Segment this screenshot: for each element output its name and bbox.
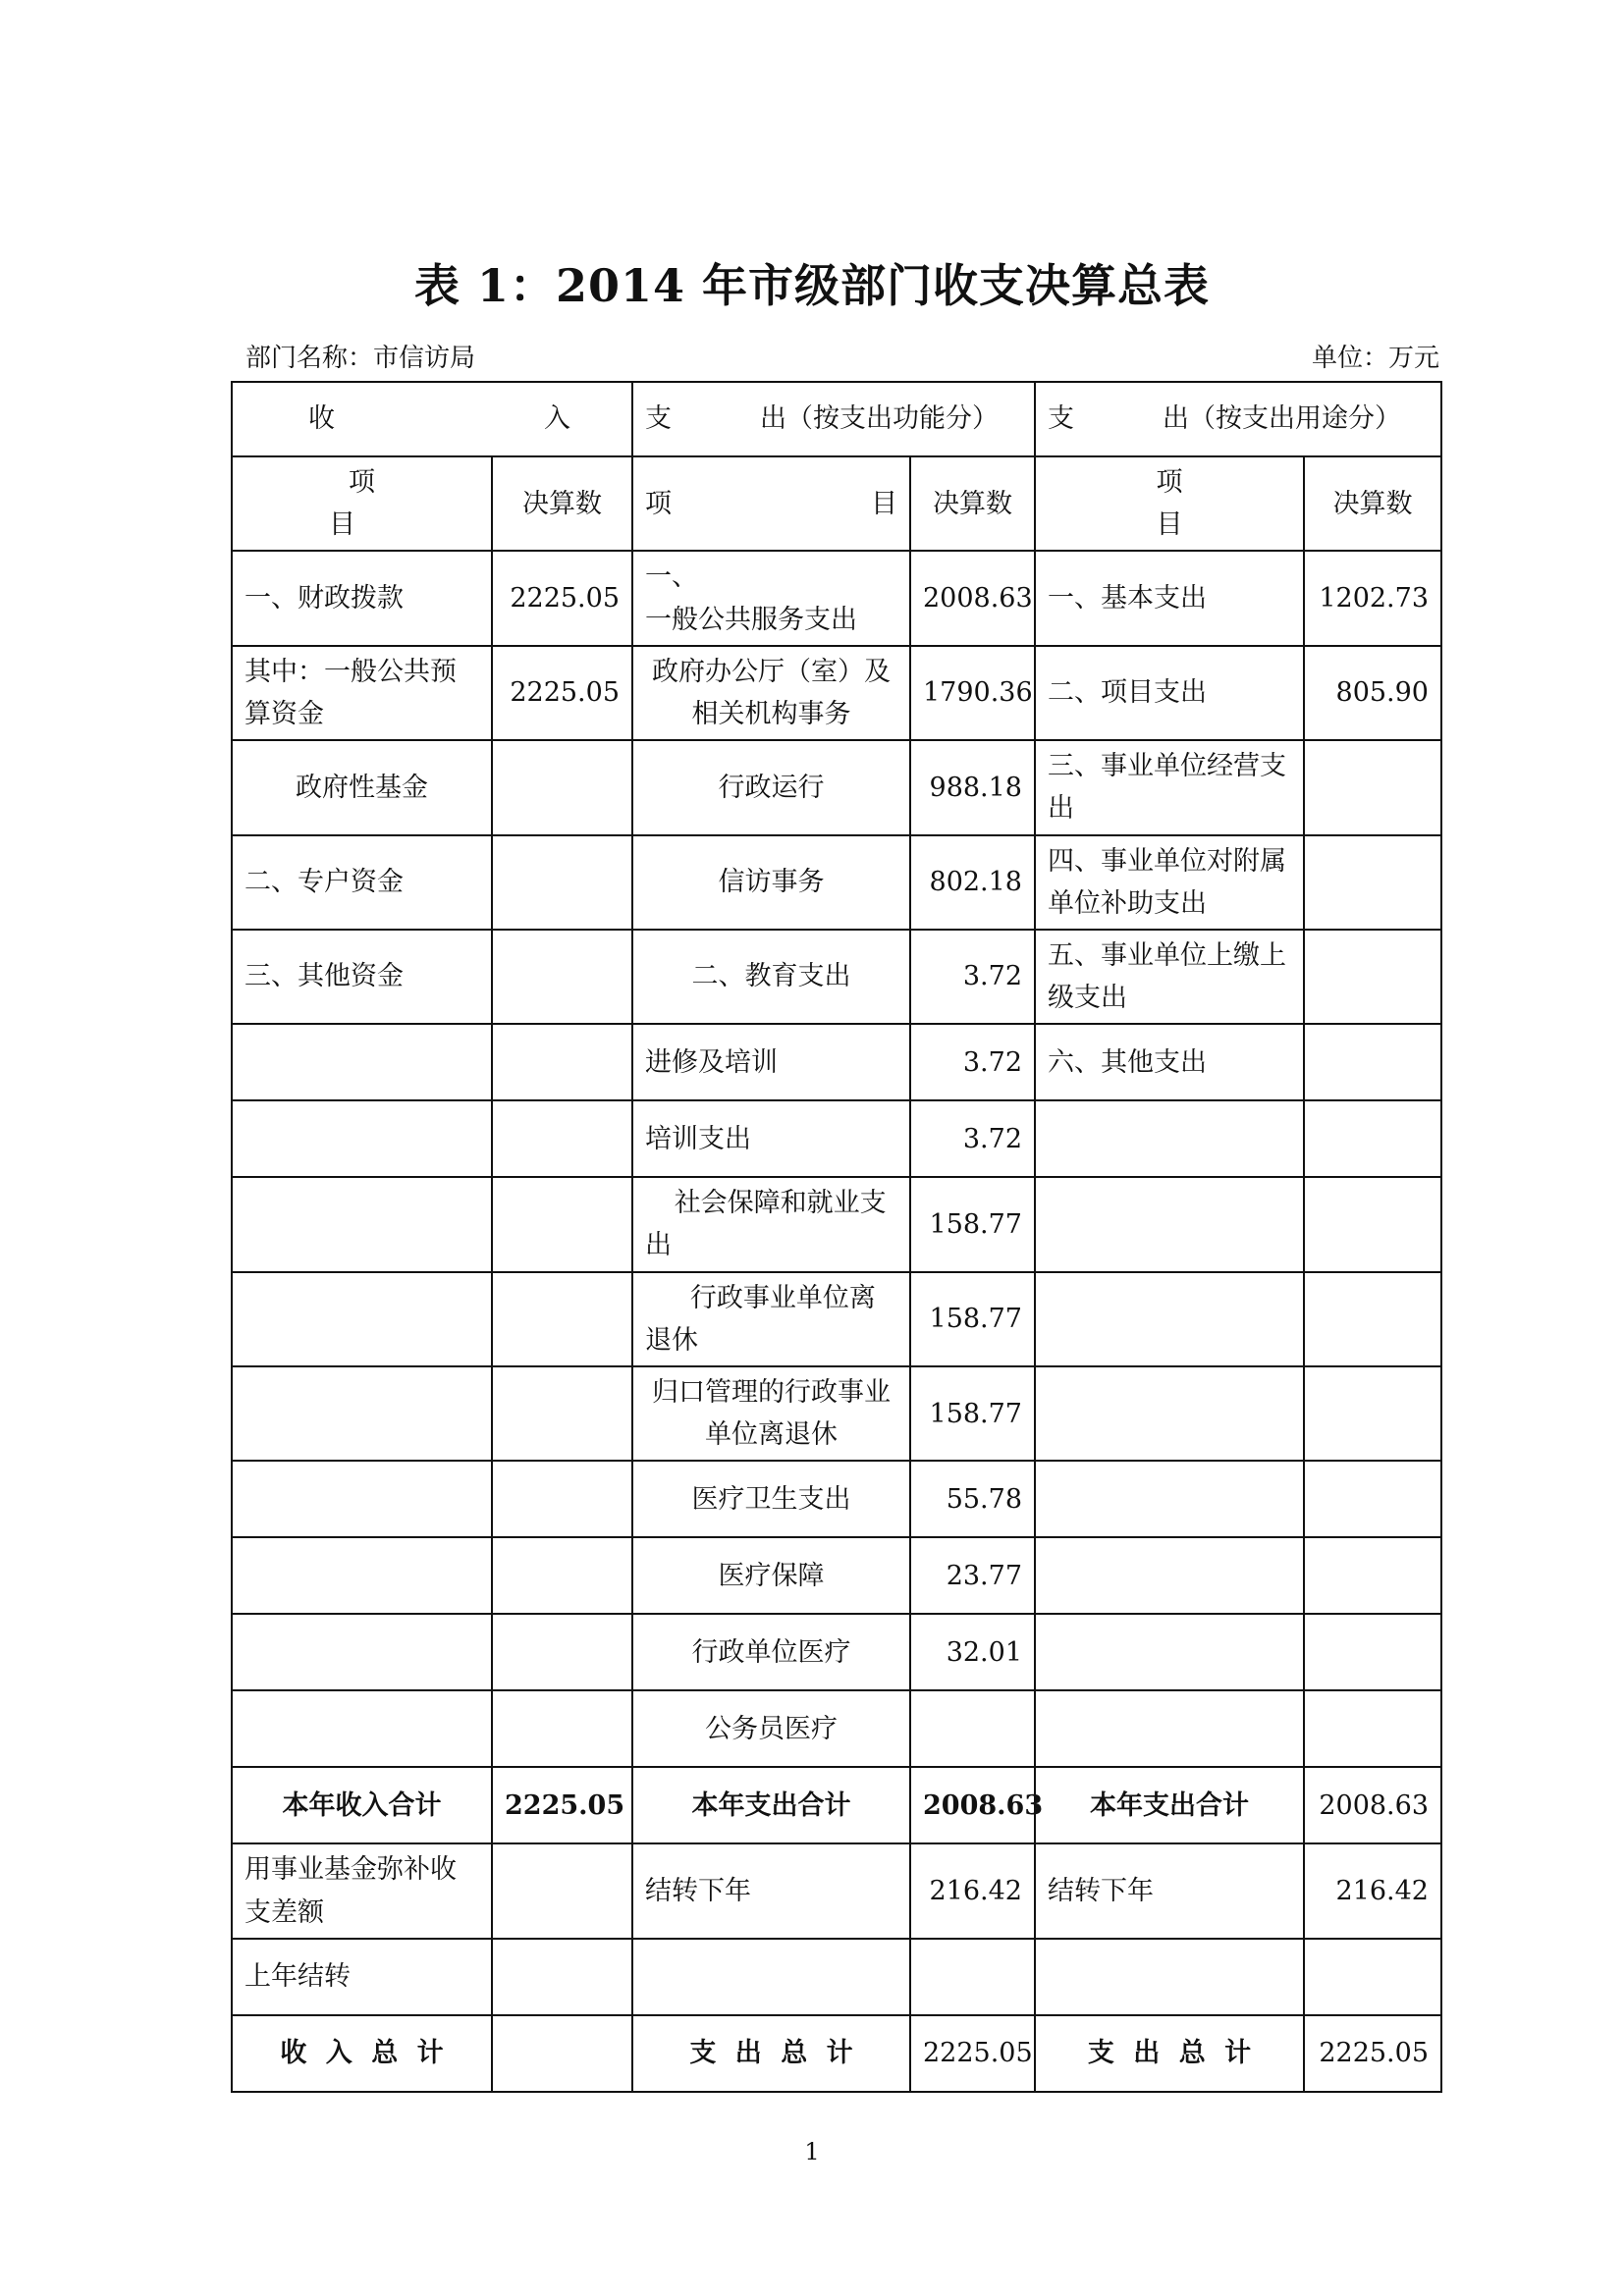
use-amount (1304, 1272, 1441, 1366)
func-amount: 2008.63 (910, 551, 1035, 645)
use-item (1035, 1690, 1304, 1767)
use-item (1035, 1614, 1304, 1690)
prev-use-label (1035, 1939, 1304, 2015)
func-item: 信访事务 (632, 835, 910, 930)
income-amount (492, 835, 632, 930)
income-item: 三、其他资金 (232, 930, 492, 1024)
func-item: 进修及培训 (632, 1024, 910, 1100)
income-amount (492, 1461, 632, 1537)
carry-income-label: 用事业基金弥补收支差额 (232, 1843, 492, 1938)
unit-label: 单位：万元 (1311, 344, 1439, 373)
use-amount (1304, 1690, 1441, 1767)
income-item (232, 1461, 492, 1537)
func-item: 一、 一般公共服务支出 (632, 551, 910, 645)
grand-use-amount: 2225.05 (1304, 2015, 1441, 2092)
use-amount: 805.90 (1304, 646, 1441, 740)
func-item: 政府办公厅（室）及相关机构事务 (632, 646, 910, 740)
use-item (1035, 1272, 1304, 1366)
func-total-label: 本年支出合计 (632, 1767, 910, 1843)
grand-income-label: 收 入 总 计 (232, 2015, 492, 2092)
income-amount (492, 1024, 632, 1100)
grand-func-amount: 2225.05 (910, 2015, 1035, 2092)
table-row (232, 1461, 1441, 1537)
table-row (232, 1272, 1441, 1366)
use-amount-header: 决算数 (1304, 456, 1441, 551)
use-amount (1304, 1614, 1441, 1690)
grand-func-label: 支 出 总 计 (632, 2015, 910, 2092)
table-row (232, 646, 1441, 740)
prev-income-label: 上年结转 (232, 1939, 492, 2015)
func-total-amount: 2008.63 (910, 1767, 1035, 1843)
grand-total-row (232, 2015, 1441, 2092)
table-row (232, 1537, 1441, 1614)
income-amount (492, 930, 632, 1024)
func-amount: 158.77 (910, 1272, 1035, 1366)
page-number: 1 (804, 2138, 820, 2165)
func-item: 社会保障和就业支出 (632, 1177, 910, 1271)
carry-use-amount: 216.42 (1304, 1843, 1441, 1938)
table-row (232, 1177, 1441, 1271)
income-amount: 2225.05 (492, 646, 632, 740)
department-name: 部门名称：市信访局 (245, 344, 476, 373)
income-item (232, 1366, 492, 1461)
use-item: 四、事业单位对附属单位补助支出 (1035, 835, 1304, 930)
prev-income-amount (492, 1939, 632, 2015)
income-amount (492, 1366, 632, 1461)
use-item (1035, 1366, 1304, 1461)
table-row (232, 1690, 1441, 1767)
income-amount (492, 1272, 632, 1366)
table-row (232, 1614, 1441, 1690)
income-item (232, 1100, 492, 1177)
income-item (232, 1690, 492, 1767)
func-amount: 32.01 (910, 1614, 1035, 1690)
carry-use-label: 结转下年 (1035, 1843, 1304, 1938)
income-item: 其中：一般公共预算资金 (232, 646, 492, 740)
func-item-header: 项 目 (632, 456, 910, 551)
table-row (232, 740, 1441, 834)
income-total-amount: 2225.05 (492, 1767, 632, 1843)
func-item: 医疗卫生支出 (632, 1461, 910, 1537)
func-amount: 3.72 (910, 930, 1035, 1024)
table-row (232, 835, 1441, 930)
prev-use-amount (1304, 1939, 1441, 2015)
income-total-label: 本年收入合计 (232, 1767, 492, 1843)
func-item: 归口管理的行政事业单位离退休 (632, 1366, 910, 1461)
income-item-header: 项 目 (232, 456, 492, 551)
expense-use-header: 支 出（按支出用途分） (1035, 382, 1441, 456)
use-amount (1304, 1366, 1441, 1461)
func-amount: 988.18 (910, 740, 1035, 834)
use-amount (1304, 740, 1441, 834)
use-item (1035, 1461, 1304, 1537)
budget-summary-table (231, 381, 1442, 2093)
func-amount: 158.77 (910, 1177, 1035, 1271)
func-amount: 55.78 (910, 1461, 1035, 1537)
use-item: 三、事业单位经营支出 (1035, 740, 1304, 834)
func-item: 行政单位医疗 (632, 1614, 910, 1690)
income-item (232, 1272, 492, 1366)
totals-row (232, 1767, 1441, 1843)
use-amount (1304, 1177, 1441, 1271)
expense-function-header: 支 出（按支出功能分） (632, 382, 1035, 456)
carry-func-amount: 216.42 (910, 1843, 1035, 1938)
use-total-label: 本年支出合计 (1035, 1767, 1304, 1843)
use-total-amount: 2008.63 (1304, 1767, 1441, 1843)
func-amount: 802.18 (910, 835, 1035, 930)
use-item-header: 项 目 (1035, 456, 1304, 551)
grand-use-label: 支 出 总 计 (1035, 2015, 1304, 2092)
income-amount (492, 740, 632, 834)
grand-income-amount (492, 2015, 632, 2092)
income-item (232, 1177, 492, 1271)
income-item: 一、财政拨款 (232, 551, 492, 645)
use-item: 二、项目支出 (1035, 646, 1304, 740)
use-amount (1304, 1537, 1441, 1614)
table-row (232, 1366, 1441, 1461)
use-item (1035, 1537, 1304, 1614)
func-item: 医疗保障 (632, 1537, 910, 1614)
func-amount: 23.77 (910, 1537, 1035, 1614)
prev-func-amount (910, 1939, 1035, 2015)
func-amount: 1790.36 (910, 646, 1035, 740)
income-amount (492, 1537, 632, 1614)
income-amount (492, 1690, 632, 1767)
func-amount: 158.77 (910, 1366, 1035, 1461)
use-amount (1304, 930, 1441, 1024)
use-item: 一、基本支出 (1035, 551, 1304, 645)
income-amount (492, 1177, 632, 1271)
func-item: 行政事业单位离退休 (632, 1272, 910, 1366)
income-item (232, 1537, 492, 1614)
income-amount (492, 1614, 632, 1690)
use-amount (1304, 835, 1441, 930)
income-amount-header: 决算数 (492, 456, 632, 551)
use-item: 五、事业单位上缴上级支出 (1035, 930, 1304, 1024)
use-item (1035, 1100, 1304, 1177)
income-header: 收 入 (232, 382, 632, 456)
table-row (232, 551, 1441, 645)
use-item: 六、其他支出 (1035, 1024, 1304, 1100)
func-item: 行政运行 (632, 740, 910, 834)
use-amount (1304, 1100, 1441, 1177)
use-item (1035, 1177, 1304, 1271)
table-row (232, 930, 1441, 1024)
income-item (232, 1614, 492, 1690)
func-item: 公务员医疗 (632, 1690, 910, 1767)
use-amount: 1202.73 (1304, 551, 1441, 645)
carry-income-amount (492, 1843, 632, 1938)
header-row (232, 382, 1441, 456)
table-row (232, 1024, 1441, 1100)
carry-row (232, 1843, 1441, 1938)
func-item: 培训支出 (632, 1100, 910, 1177)
func-amount-header: 决算数 (910, 456, 1035, 551)
prev-func-label (632, 1939, 910, 2015)
income-item: 政府性基金 (232, 740, 492, 834)
prev-year-row (232, 1939, 1441, 2015)
income-item (232, 1024, 492, 1100)
income-amount (492, 1100, 632, 1177)
func-amount (910, 1690, 1035, 1767)
use-amount (1304, 1461, 1441, 1537)
subheader-row (232, 456, 1441, 551)
use-amount (1304, 1024, 1441, 1100)
carry-func-label: 结转下年 (632, 1843, 910, 1938)
table-row (232, 1100, 1441, 1177)
income-amount: 2225.05 (492, 551, 632, 645)
func-amount: 3.72 (910, 1024, 1035, 1100)
func-amount: 3.72 (910, 1100, 1035, 1177)
income-item: 二、专户资金 (232, 835, 492, 930)
table-title: 表 1：2014 年市级部门收支决算总表 (413, 259, 1211, 312)
func-item: 二、教育支出 (632, 930, 910, 1024)
